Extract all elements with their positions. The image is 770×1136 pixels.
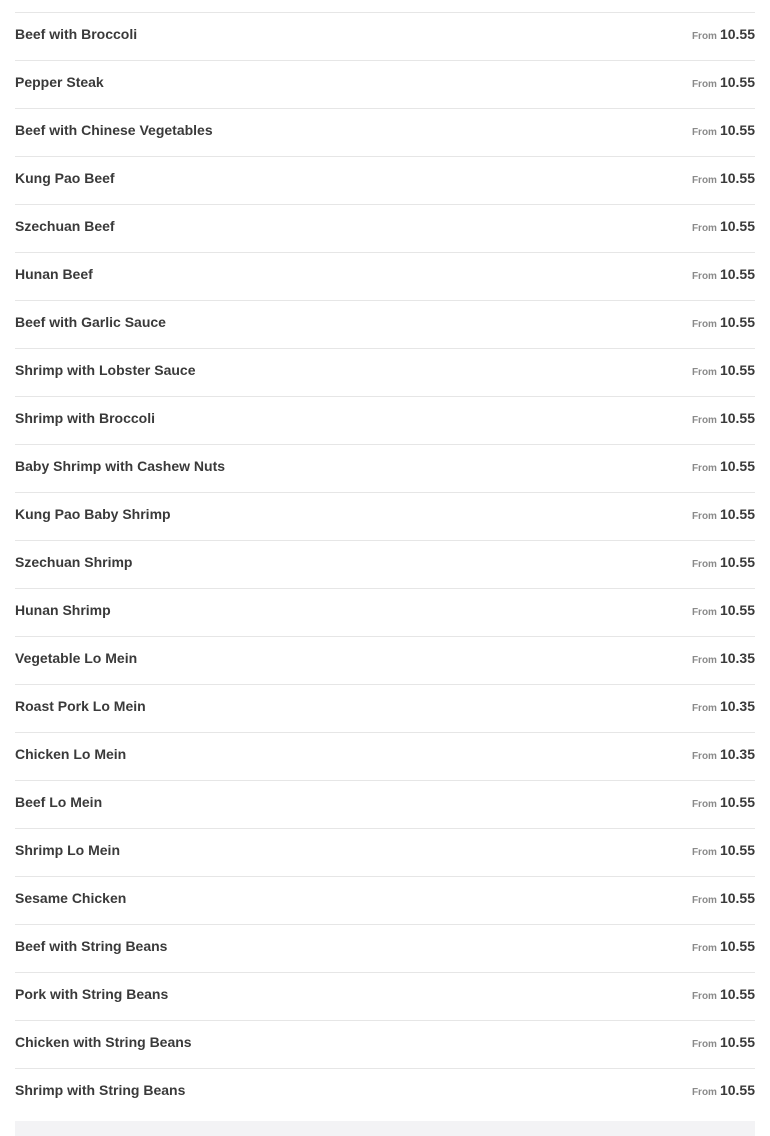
menu-item-price-group [692,842,755,861]
menu-item-price-group [692,602,755,621]
menu-item-price: 10.55 [719,986,755,1002]
menu-item[interactable] [15,157,755,205]
price-from-label: From [691,175,717,186]
menu-item-price: 10.55 [719,266,755,282]
section-footer-band [15,1121,755,1136]
menu-list [15,0,755,1117]
menu-item-price-group [692,26,755,45]
menu-item[interactable] [15,397,755,445]
menu-item-name: Beef with String Beans [15,938,168,954]
menu-item-price-group [692,986,755,1005]
menu-item-price-group [692,410,755,429]
menu-item-price: 10.55 [719,314,755,330]
menu-item-name: Beef with Broccoli [15,26,138,42]
price-from-label: From [691,271,717,282]
menu-item[interactable] [15,61,755,109]
menu-item[interactable] [15,109,755,157]
menu-item[interactable] [15,445,755,493]
menu-item[interactable] [15,829,755,877]
menu-item[interactable] [15,589,755,637]
price-from-label: From [691,799,717,810]
menu-item-price-group [692,938,755,957]
menu-item-price: 10.55 [719,26,755,42]
menu-item-price: 10.55 [719,842,755,858]
menu-item-name: Shrimp with Broccoli [15,410,156,426]
menu-item-name: Pork with String Beans [15,986,169,1002]
price-from-label: From [691,79,717,90]
menu-item-price-group [692,74,755,93]
price-from-label: From [691,415,717,426]
price-from-label: From [691,943,717,954]
price-from-label: From [691,991,717,1002]
menu-item-price-group [692,794,755,813]
menu-item[interactable] [15,205,755,253]
menu-item-name: Kung Pao Beef [15,170,115,186]
menu-item-name: Beef with Chinese Vegetables [15,122,213,138]
menu-item-name: Beef Lo Mein [15,794,103,810]
menu-item-price-group [692,746,755,765]
divider [15,0,755,13]
menu-item-price: 10.35 [719,650,755,666]
menu-item-price: 10.55 [719,362,755,378]
menu-item[interactable] [15,1021,755,1069]
price-from-label: From [691,1039,717,1050]
menu-item-price: 10.55 [719,74,755,90]
menu-item-price: 10.55 [719,458,755,474]
price-from-label: From [691,703,717,714]
menu-item-price: 10.55 [719,938,755,954]
price-from-label: From [691,655,717,666]
price-from-label: From [691,463,717,474]
menu-item-name: Shrimp with String Beans [15,1082,186,1098]
price-from-label: From [691,319,717,330]
menu-item[interactable] [15,925,755,973]
price-from-label: From [691,751,717,762]
menu-item-name: Szechuan Beef [15,218,115,234]
menu-item[interactable] [15,781,755,829]
menu-item-price: 10.55 [719,1082,755,1098]
menu-item-name: Vegetable Lo Mein [15,650,138,666]
menu-item-price-group [692,458,755,477]
price-from-label: From [691,31,717,42]
price-from-label: From [691,847,717,858]
menu-item[interactable] [15,973,755,1021]
menu-item-name: Pepper Steak [15,74,104,90]
price-from-label: From [691,895,717,906]
menu-item[interactable] [15,541,755,589]
price-from-label: From [691,559,717,570]
menu-item-name: Chicken Lo Mein [15,746,127,762]
menu-item-price: 10.55 [719,554,755,570]
menu-item-price: 10.55 [719,410,755,426]
menu-item-price: 10.55 [719,506,755,522]
menu-item-name: Baby Shrimp with Cashew Nuts [15,458,226,474]
menu-item-price: 10.55 [719,122,755,138]
menu-item-name: Chicken with String Beans [15,1034,192,1050]
menu-item-price-group [692,1082,755,1101]
menu-item[interactable] [15,685,755,733]
menu-item-name: Hunan Beef [15,266,93,282]
menu-item[interactable] [15,301,755,349]
menu-item-price-group [692,266,755,285]
menu-item-price-group [692,554,755,573]
menu-item[interactable] [15,253,755,301]
menu-item-name: Shrimp with Lobster Sauce [15,362,196,378]
price-from-label: From [691,1087,717,1098]
menu-item-price: 10.55 [719,890,755,906]
menu-item-name: Kung Pao Baby Shrimp [15,506,171,522]
price-from-label: From [691,367,717,378]
menu-item-price-group [692,1034,755,1053]
price-from-label: From [691,607,717,618]
menu-item-price-group [692,890,755,909]
menu-item-price: 10.55 [719,1034,755,1050]
menu-item-price-group [692,698,755,717]
menu-item-price-group [692,362,755,381]
menu-item-name: Sesame Chicken [15,890,127,906]
menu-item-price: 10.55 [719,170,755,186]
menu-item-price-group [692,218,755,237]
menu-item-price-group [692,314,755,333]
menu-item-price: 10.55 [719,218,755,234]
menu-item[interactable] [15,637,755,685]
price-from-label: From [691,511,717,522]
menu-item-price: 10.55 [719,794,755,810]
menu-item[interactable] [15,13,755,61]
menu-item-price: 10.35 [719,698,755,714]
menu-item-price: 10.35 [719,746,755,762]
menu-item-name: Shrimp Lo Mein [15,842,120,858]
menu-item-price-group [692,122,755,141]
menu-item[interactable] [15,877,755,925]
menu-item-name: Hunan Shrimp [15,602,111,618]
menu-item-name: Beef with Garlic Sauce [15,314,166,330]
menu-item[interactable] [15,349,755,397]
menu-item-price-group [692,506,755,525]
menu-item-price-group [692,650,755,669]
price-from-label: From [691,223,717,234]
menu-item[interactable] [15,733,755,781]
price-from-label: From [691,127,717,138]
menu-item-price: 10.55 [719,602,755,618]
menu-item[interactable] [15,493,755,541]
menu-item-name: Roast Pork Lo Mein [15,698,146,714]
menu-item[interactable] [15,1069,755,1117]
menu-item-price-group [692,170,755,189]
menu-item-name: Szechuan Shrimp [15,554,133,570]
